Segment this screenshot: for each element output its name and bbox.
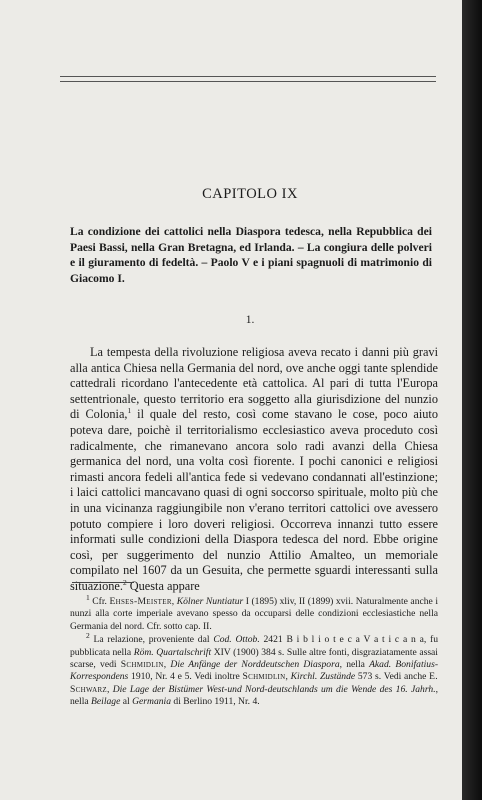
body-text-part1: La tempesta della rivoluzione religiosa aveva recato i danni più gravi alla antica Chiesa nella Germania del nord, ove anche oggi tante splendide cattedrali ricordano l'antecedente età cattolica. Al pari di tutta l'Europa settentrionale, questo territorio era soggetto alla giurisdizione del nunzio di Colonia,	[70, 345, 438, 422]
footnote-2-number: 2	[86, 631, 90, 641]
footnote-1-text: I (1895) xliv, II (1899) xvii. Naturalmente anche i nunzi alla corte imperiale avevano spesso da occuparsi delle condizioni ecclesiastiche nella Germania del nord. Cfr. sotto cap. II.	[70, 596, 438, 632]
footnote-2-work-title: Die Anfänge der Norddeutschen Diaspora	[170, 659, 340, 671]
body-paragraph	[70, 345, 438, 595]
footnote-2-text: 573 s. Vedi anche	[355, 671, 430, 683]
footnote-1	[70, 592, 438, 633]
footnote-2-author: Schmidlin	[242, 671, 286, 683]
footnote-1-title: Kölner Nuntiatur	[176, 596, 244, 607]
footnote-2-text: ,	[285, 671, 291, 683]
footnote-2-work-title: Die Lage der Bistümer West-und Nord-deutschlands um die Wende des 16. Jahrh.	[112, 683, 436, 695]
chapter-summary: La condizione dei cattolici nella Diaspora tedesca, nella Repubblica dei Paesi Bassi, nella Gran Bretagna, ed Irlanda. – La congiura delle polveri e il giuramento di fedeltà. – Paolo V e i piani spagnuoli di matrimonio di Giacomo I.	[70, 225, 432, 285]
footnote-2-text: 1910, Nr. 4 e 5. Vedi inoltre	[128, 671, 243, 683]
footnote-2-text: ,	[107, 683, 113, 695]
section-number: 1.	[245, 314, 255, 326]
body-text-part2: il quale del resto, così come stavano le cose, poco aiuto poteva dare, poichè il territorialismo ecclesiastico aveva proceduto così radicalmente, che rimanevano ancora solo radi avanzi della Chiesa germanica del nord, una volta così fiorente. I pochi canonici e religiosi rimasti ancora fedeli all'antica fede si vedevano condannati all'estinzione; i laici cattolici mancavano quasi di ogni soccorso spirituale, molto più che in una vicinanza raggiungibile non v'erano territori cattolici ove avessero potuto compiere i loro doveri religiosi. Occorreva innanzi tutto essere informati sulle condizioni della Diaspora tedesca del nord. Ebbe origine così, per suggerimento del nunzio Attilio Amalteo, un memoriale compilato nel 1607 da un Gesuita, che permette sguardi interessanti sulla situazione.	[70, 407, 439, 593]
footnote-2-text: 2421 B i b l i o t e c a V a t i c a n a, fu pubblicata nella	[70, 634, 438, 658]
footnote-ref-2: 2	[122, 577, 127, 587]
footnote-2-text: al	[120, 696, 133, 708]
footnote-2-text: ,	[163, 659, 171, 671]
page-edge-shadow	[462, 0, 482, 800]
footnote-2-text: , nella	[339, 659, 370, 671]
footnote-2-supplement: Beilage	[91, 696, 121, 708]
footnote-2-journal: Röm. Quartalschrift	[133, 646, 212, 658]
footnote-2-journal: Akad. Bonifatius-Korrespondens	[70, 659, 439, 683]
header-rule-top	[60, 76, 436, 77]
header-rule-bottom	[60, 81, 436, 82]
footnote-2-codex: Cod. Ottob.	[213, 634, 260, 646]
footnote-2-work-title: Kirchl. Zustände	[290, 671, 356, 683]
footnote-1-text: ,	[171, 596, 177, 607]
footnote-2	[70, 631, 439, 708]
footnote-1-text: Cfr.	[89, 596, 110, 607]
footnote-1-number: 1	[86, 592, 90, 602]
footnote-separator	[72, 582, 134, 583]
footnote-2-author: E. Schwarz	[70, 671, 438, 695]
body-text-part3: Questa appare	[126, 578, 200, 593]
chapter-title: CAPITOLO IX	[202, 186, 298, 202]
footnote-2-author: Schmidlin	[120, 659, 164, 671]
footnote-1-authors: Ehses-Meister	[109, 596, 172, 607]
footnote-ref-1: 1	[127, 406, 132, 416]
footnote-2-newspaper: Germania	[132, 696, 171, 708]
footnote-2-text: La relazione, proveniente dal	[89, 634, 214, 646]
footnote-2-text: , nella	[70, 683, 438, 708]
footnote-2-text: XIV (1900) 384 s. Sulle altre fonti, disgraziatamente assai scarse, vedi	[70, 646, 438, 671]
footnote-2-text: di Berlino 1911, Nr. 4.	[171, 696, 260, 708]
header-rules	[60, 76, 436, 82]
footnotes	[70, 592, 439, 710]
